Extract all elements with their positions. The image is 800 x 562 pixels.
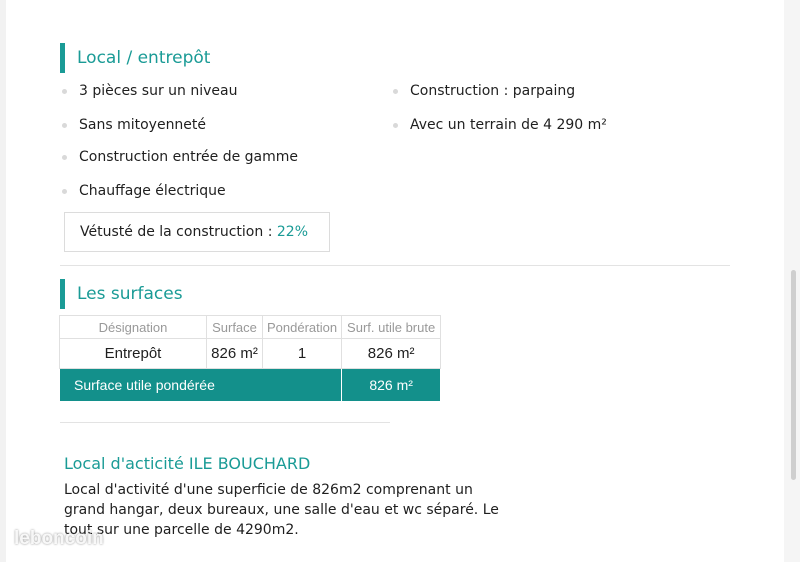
description-text: Local d'activité d'une superficie de 826m2 comprenant un grand hangar, deux bureaux, une salle d'eau et wc séparé. Le tout sur une parcelle de 4290m2.	[64, 482, 499, 538]
feature-label: Construction entrée de gamme	[79, 149, 298, 165]
feature-label: 3 pièces sur un niveau	[79, 83, 238, 99]
scrollbar[interactable]	[791, 270, 796, 480]
left-edge	[0, 0, 6, 562]
surfaces-table	[59, 315, 441, 402]
feature-item	[62, 183, 226, 199]
bullet-dot-icon	[62, 123, 67, 128]
feature-item	[62, 117, 206, 133]
bullet-dot-icon	[393, 123, 398, 128]
leboncoin-watermark: leboncoin	[14, 528, 104, 549]
feature-label: Avec un terrain de 4 290 m²	[410, 117, 607, 133]
bullet-dot-icon	[62, 189, 67, 194]
vetuste-label: Vétusté de la construction :	[80, 224, 273, 240]
divider	[60, 422, 390, 423]
feature-item	[62, 149, 298, 165]
table-header-row	[60, 316, 441, 339]
table-cell: 1	[263, 339, 342, 369]
feature-item	[393, 83, 575, 99]
column-header: Surface	[207, 316, 263, 339]
table-cell: Entrepôt	[60, 339, 207, 369]
bullet-dot-icon	[62, 155, 67, 160]
column-header: Pondération	[263, 316, 342, 339]
table-cell: 826 m²	[342, 339, 441, 369]
feature-item	[393, 117, 607, 133]
section-title-surfaces: Les surfaces	[60, 279, 183, 309]
feature-label: Sans mitoyenneté	[79, 117, 207, 133]
column-header: Désignation	[60, 316, 207, 339]
total-value: 826 m²	[342, 369, 441, 402]
total-label: Surface utile pondérée	[60, 369, 342, 402]
table-row	[60, 339, 441, 369]
column-header: Surf. utile brute	[342, 316, 441, 339]
section-title-local: Local / entrepôt	[60, 43, 210, 73]
vetuste-box	[64, 212, 330, 252]
bullet-dot-icon	[393, 89, 398, 94]
total-row	[60, 369, 441, 402]
bullet-dot-icon	[62, 89, 67, 94]
feature-item	[62, 83, 237, 99]
feature-label: Construction : parpaing	[410, 83, 576, 99]
divider	[60, 265, 730, 266]
vetuste-value: 22%	[276, 224, 308, 240]
table-cell: 826 m²	[207, 339, 263, 369]
description-title: Local d'acticité ILE BOUCHARD	[64, 454, 311, 473]
feature-label: Chauffage électrique	[79, 183, 226, 199]
